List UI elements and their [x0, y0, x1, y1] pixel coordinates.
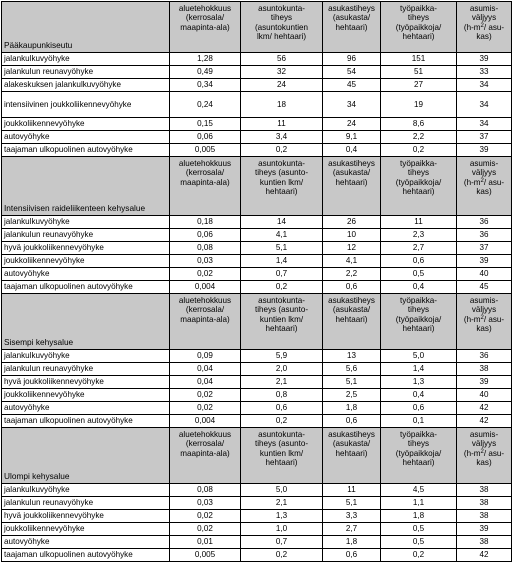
- value-cell: 1,3: [241, 510, 323, 523]
- value-cell: 36: [457, 216, 512, 229]
- value-cell: 5,0: [381, 350, 457, 363]
- value-cell: 1,4: [381, 363, 457, 376]
- table-row: [2, 216, 512, 229]
- header-text-line: hehtaari): [335, 448, 368, 458]
- superscript-two: 2: [480, 448, 484, 455]
- value-cell: 0,01: [170, 536, 241, 549]
- header-text-line: aluetehokkuus: [178, 296, 232, 305]
- table-row: [2, 389, 512, 402]
- header-text-line: (asukasta/: [332, 13, 371, 23]
- table-row: [2, 53, 512, 66]
- value-cell: 0,4: [381, 281, 457, 294]
- value-cell: 0,2: [381, 549, 457, 562]
- header-text-line: (asukasta/: [332, 439, 371, 449]
- header-text-line: hehtaari): [402, 187, 435, 197]
- living-space-header: [457, 157, 512, 216]
- header-text-line: (h-m: [463, 22, 481, 32]
- value-cell: 0,8: [241, 389, 323, 402]
- zone-name: intensiivinen joukkoliikennevyöhyke: [2, 92, 170, 118]
- value-cell: 2,1: [241, 376, 323, 389]
- header-text-line: hehtaari): [335, 177, 368, 187]
- value-cell: 1,4: [241, 255, 323, 268]
- header-text-line: asumis-: [469, 296, 499, 305]
- header-text-line: kas): [476, 458, 492, 468]
- header-text-line: asuntokunta-: [258, 430, 305, 439]
- area-efficiency-header: [170, 294, 241, 350]
- area-efficiency-header: [170, 2, 241, 53]
- value-cell: 36: [457, 229, 512, 242]
- section-header-row: [2, 157, 512, 216]
- value-cell: 0,6: [323, 281, 381, 294]
- header-text-line: (h-m: [463, 314, 481, 324]
- value-cell: 13: [323, 350, 381, 363]
- superscript-two: 2: [480, 314, 484, 321]
- header-text-line: hehtaari): [402, 32, 435, 42]
- value-cell: 19: [381, 92, 457, 118]
- header-text-line: hehtaari): [265, 187, 298, 197]
- table-row: [2, 268, 512, 281]
- zone-name: joukkoliikennevyöhyke: [2, 523, 170, 536]
- value-cell: 0,08: [170, 242, 241, 255]
- value-cell: 0,5: [381, 268, 457, 281]
- header-text-line: hehtaari): [335, 314, 368, 324]
- value-cell: 0,2: [241, 415, 323, 428]
- value-cell: 11: [381, 216, 457, 229]
- value-cell: 45: [457, 281, 512, 294]
- value-cell: 1,0: [241, 523, 323, 536]
- area-efficiency-header: [170, 157, 241, 216]
- value-cell: 0,24: [170, 92, 241, 118]
- header-text-line: (asukasta/: [332, 168, 371, 178]
- zone-name: jalankulun reunavyöhyke: [2, 66, 170, 79]
- header-text-line: (kerrosala/: [185, 13, 225, 23]
- header-text-line: (työpaikkoja/: [395, 177, 442, 187]
- zone-name: jalankulun reunavyöhyke: [2, 229, 170, 242]
- zone-name: joukkoliikennevyöhyke: [2, 118, 170, 131]
- value-cell: 34: [323, 92, 381, 118]
- header-text-line: kuntien lkm/: [259, 177, 304, 187]
- zone-name: hyvä joukkoliikennevyöhyke: [2, 376, 170, 389]
- value-cell: 0,1: [381, 415, 457, 428]
- header-text-line: kas): [476, 187, 492, 197]
- table-row: [2, 242, 512, 255]
- household-density-header: [241, 294, 323, 350]
- header-text-line: kuntien lkm/: [259, 448, 304, 458]
- header-text-line: kuntien lkm/: [259, 314, 304, 324]
- household-density-header: [241, 157, 323, 216]
- job-density-header: [381, 294, 457, 350]
- value-cell: 0,03: [170, 255, 241, 268]
- value-cell: 4,1: [323, 255, 381, 268]
- header-text-line: tiheys: [407, 13, 430, 23]
- value-cell: 1,3: [381, 376, 457, 389]
- value-cell: 24: [241, 79, 323, 92]
- zone-name: jalankulkuvyöhyke: [2, 216, 170, 229]
- table-row: [2, 229, 512, 242]
- value-cell: 2,5: [323, 389, 381, 402]
- value-cell: 0,7: [241, 536, 323, 549]
- value-cell: 0,2: [381, 144, 457, 157]
- zone-name: autovyöhyke: [2, 131, 170, 144]
- header-text-line: maapinta-ala): [180, 448, 230, 458]
- header-text-line: / asu-: [483, 314, 505, 324]
- value-cell: 3,3: [323, 510, 381, 523]
- value-cell: 39: [457, 523, 512, 536]
- value-cell: 0,6: [323, 415, 381, 428]
- zone-name: hyvä joukkoliikennevyöhyke: [2, 242, 170, 255]
- header-text-line: asukastiheys: [328, 159, 375, 168]
- resident-density-header: [323, 294, 381, 350]
- header-text-line: väljyys: [471, 439, 497, 449]
- table-row: [2, 536, 512, 549]
- living-space-header: [457, 428, 512, 484]
- table-row: [2, 523, 512, 536]
- value-cell: 0,06: [170, 229, 241, 242]
- value-cell: 39: [457, 53, 512, 66]
- header-text-line: tiheys (asunto-: [254, 168, 309, 178]
- header-text-line: hehtaari): [335, 22, 368, 32]
- value-cell: 0,7: [241, 268, 323, 281]
- header-text-line: tiheys: [407, 168, 430, 178]
- living-space-header: [457, 2, 512, 53]
- header-text-line: asukastiheys: [328, 430, 375, 439]
- region-name: Sisempi kehysalue: [2, 294, 170, 350]
- header-text-line: väljyys: [471, 13, 497, 23]
- value-cell: 34: [457, 92, 512, 118]
- value-cell: 0,09: [170, 350, 241, 363]
- zone-name: alakeskuksen jalankulkuvyöhyke: [2, 79, 170, 92]
- zone-name: jalankulkuvyöhyke: [2, 350, 170, 363]
- value-cell: 2,7: [323, 523, 381, 536]
- value-cell: 0,03: [170, 497, 241, 510]
- job-density-header: [381, 428, 457, 484]
- value-cell: 24: [323, 118, 381, 131]
- header-text-line: tiheys: [407, 439, 430, 449]
- header-text-line: työpaikka-: [400, 159, 437, 168]
- superscript-two: 2: [480, 177, 484, 184]
- table-row: [2, 363, 512, 376]
- value-cell: 32: [241, 66, 323, 79]
- header-text-line: maapinta-ala): [180, 177, 230, 187]
- table-row: [2, 376, 512, 389]
- value-cell: 0,18: [170, 216, 241, 229]
- value-cell: 0,004: [170, 281, 241, 294]
- header-text-line: asuntokunta-: [258, 4, 305, 13]
- table-row: [2, 281, 512, 294]
- zone-name: hyvä joukkoliikennevyöhyke: [2, 510, 170, 523]
- value-cell: 2,7: [381, 242, 457, 255]
- value-cell: 34: [457, 79, 512, 92]
- header-text-line: / asu-: [483, 448, 505, 458]
- value-cell: 10: [323, 229, 381, 242]
- value-cell: 0,06: [170, 131, 241, 144]
- region-name: Pääkaupunkiseutu: [2, 2, 170, 53]
- zone-name: jalankulun reunavyöhyke: [2, 497, 170, 510]
- value-cell: 0,04: [170, 376, 241, 389]
- table-row: [2, 497, 512, 510]
- value-cell: 0,02: [170, 510, 241, 523]
- value-cell: 0,5: [381, 536, 457, 549]
- header-text-line: asukastiheys: [328, 296, 375, 305]
- value-cell: 38: [457, 536, 512, 549]
- header-text-line: hehtaari): [402, 458, 435, 468]
- table-row: [2, 118, 512, 131]
- value-cell: 38: [457, 510, 512, 523]
- zone-name: taajaman ulkopuolinen autovyöhyke: [2, 549, 170, 562]
- value-cell: 0,4: [381, 389, 457, 402]
- header-text-line: (kerrosala/: [185, 168, 225, 178]
- value-cell: 14: [241, 216, 323, 229]
- section-header-row: [2, 2, 512, 53]
- value-cell: 5,1: [241, 242, 323, 255]
- table-row: [2, 549, 512, 562]
- section-header-row: [2, 428, 512, 484]
- value-cell: 51: [381, 66, 457, 79]
- header-text-line: / asu-: [483, 22, 505, 32]
- value-cell: 0,02: [170, 402, 241, 415]
- value-cell: 2,2: [323, 268, 381, 281]
- value-cell: 12: [323, 242, 381, 255]
- value-cell: 2,1: [241, 497, 323, 510]
- value-cell: 5,9: [241, 350, 323, 363]
- value-cell: 37: [457, 131, 512, 144]
- value-cell: 0,6: [323, 549, 381, 562]
- zone-name: jalankulkuvyöhyke: [2, 53, 170, 66]
- value-cell: 39: [457, 376, 512, 389]
- header-text-line: aluetehokkuus: [178, 430, 232, 439]
- living-space-header: [457, 294, 512, 350]
- superscript-two: 2: [480, 22, 484, 29]
- header-text-line: hehtaari): [265, 458, 298, 468]
- value-cell: 0,6: [381, 255, 457, 268]
- header-text-line: asumis-: [469, 159, 499, 168]
- value-cell: 40: [457, 389, 512, 402]
- zone-name: taajaman ulkopuolinen autovyöhyke: [2, 144, 170, 157]
- value-cell: 4,1: [241, 229, 323, 242]
- value-cell: 0,2: [241, 281, 323, 294]
- header-text-line: (kerrosala/: [185, 439, 225, 449]
- header-text-line: asumis-: [469, 430, 499, 439]
- header-text-line: / asu-: [483, 177, 505, 187]
- header-text-line: tiheys: [270, 13, 293, 23]
- job-density-header: [381, 157, 457, 216]
- value-cell: 42: [457, 549, 512, 562]
- value-cell: 45: [323, 79, 381, 92]
- header-text-line: maapinta-ala): [180, 22, 230, 32]
- value-cell: 26: [323, 216, 381, 229]
- region-name: Intensiivisen raideliikenteen kehysalue: [2, 157, 170, 216]
- value-cell: 4,5: [381, 484, 457, 497]
- value-cell: 1,8: [323, 536, 381, 549]
- table-row: [2, 92, 512, 118]
- header-text-line: asuntokunta-: [258, 296, 305, 305]
- value-cell: 37: [457, 242, 512, 255]
- value-cell: 33: [457, 66, 512, 79]
- resident-density-header: [323, 2, 381, 53]
- header-text-line: työpaikka-: [400, 430, 437, 439]
- value-cell: 54: [323, 66, 381, 79]
- area-efficiency-header: [170, 428, 241, 484]
- header-text-line: työpaikka-: [400, 4, 437, 13]
- value-cell: 56: [241, 53, 323, 66]
- value-cell: 2,2: [381, 131, 457, 144]
- value-cell: 42: [457, 415, 512, 428]
- zone-name: joukkoliikennevyöhyke: [2, 255, 170, 268]
- value-cell: 36: [457, 350, 512, 363]
- zone-name: jalankulkuvyöhyke: [2, 484, 170, 497]
- table-row: [2, 66, 512, 79]
- zone-name: jalankulun reunavyöhyke: [2, 363, 170, 376]
- table-row: [2, 144, 512, 157]
- table-row: [2, 510, 512, 523]
- value-cell: 151: [381, 53, 457, 66]
- zone-name: taajaman ulkopuolinen autovyöhyke: [2, 281, 170, 294]
- header-text-line: tiheys (asunto-: [254, 439, 309, 449]
- value-cell: 1,8: [381, 510, 457, 523]
- value-cell: 0,2: [241, 549, 323, 562]
- table-row: [2, 255, 512, 268]
- value-cell: 9,1: [323, 131, 381, 144]
- value-cell: 0,5: [381, 523, 457, 536]
- zone-name: autovyöhyke: [2, 402, 170, 415]
- header-text-line: asuntokunta-: [258, 159, 305, 168]
- value-cell: 0,005: [170, 144, 241, 157]
- table-row: [2, 131, 512, 144]
- value-cell: 5,0: [241, 484, 323, 497]
- value-cell: 0,6: [381, 402, 457, 415]
- header-text-line: (h-m: [463, 177, 481, 187]
- household-density-header: [241, 2, 323, 53]
- header-text-line: työpaikka-: [400, 296, 437, 305]
- resident-density-header: [323, 428, 381, 484]
- header-text-line: (asukasta/: [332, 305, 371, 315]
- header-text-line: (h-m: [463, 448, 481, 458]
- value-cell: 0,04: [170, 363, 241, 376]
- value-cell: 8,6: [381, 118, 457, 131]
- value-cell: 5,1: [323, 497, 381, 510]
- zone-name: autovyöhyke: [2, 268, 170, 281]
- header-text-line: (työpaikkoja/: [395, 22, 442, 32]
- zone-statistics-table: [1, 1, 512, 562]
- value-cell: 0,02: [170, 523, 241, 536]
- header-text-line: (kerrosala/: [185, 305, 225, 315]
- header-text-line: kas): [476, 324, 492, 334]
- table-row: [2, 484, 512, 497]
- value-cell: 34: [457, 118, 512, 131]
- zone-name: joukkoliikennevyöhyke: [2, 389, 170, 402]
- header-text-line: lkm/ hehtaari): [256, 32, 307, 42]
- value-cell: 1,8: [323, 402, 381, 415]
- zone-name: taajaman ulkopuolinen autovyöhyke: [2, 415, 170, 428]
- header-text-line: aluetehokkuus: [178, 159, 232, 168]
- header-text-line: väljyys: [471, 168, 497, 178]
- value-cell: 40: [457, 268, 512, 281]
- header-text-line: maapinta-ala): [180, 314, 230, 324]
- table-row: [2, 79, 512, 92]
- value-cell: 96: [323, 53, 381, 66]
- value-cell: 5,6: [323, 363, 381, 376]
- value-cell: 38: [457, 363, 512, 376]
- value-cell: 0,005: [170, 549, 241, 562]
- value-cell: 27: [381, 79, 457, 92]
- header-text-line: aluetehokkuus: [178, 4, 232, 13]
- header-text-line: hehtaari): [402, 324, 435, 334]
- value-cell: 0,004: [170, 415, 241, 428]
- value-cell: 42: [457, 402, 512, 415]
- header-text-line: hehtaari): [265, 324, 298, 334]
- resident-density-header: [323, 157, 381, 216]
- value-cell: 11: [241, 118, 323, 131]
- value-cell: 39: [457, 255, 512, 268]
- value-cell: 0,6: [241, 402, 323, 415]
- value-cell: 38: [457, 484, 512, 497]
- table-row: [2, 350, 512, 363]
- value-cell: 5,1: [323, 376, 381, 389]
- value-cell: 18: [241, 92, 323, 118]
- header-text-line: asumis-: [469, 4, 499, 13]
- zone-name: autovyöhyke: [2, 536, 170, 549]
- value-cell: 0,34: [170, 79, 241, 92]
- header-text-line: (asuntokuntien: [254, 22, 309, 32]
- header-text-line: asukastiheys: [328, 4, 375, 13]
- header-text-line: (työpaikkoja/: [395, 448, 442, 458]
- header-text-line: tiheys (asunto-: [254, 305, 309, 315]
- table-row: [2, 415, 512, 428]
- job-density-header: [381, 2, 457, 53]
- value-cell: 1,28: [170, 53, 241, 66]
- header-text-line: väljyys: [471, 305, 497, 315]
- value-cell: 0,02: [170, 268, 241, 281]
- value-cell: 3,4: [241, 131, 323, 144]
- value-cell: 11: [323, 484, 381, 497]
- value-cell: 0,08: [170, 484, 241, 497]
- table-row: [2, 402, 512, 415]
- value-cell: 0,15: [170, 118, 241, 131]
- header-text-line: tiheys: [407, 305, 430, 315]
- header-text-line: (työpaikkoja/: [395, 314, 442, 324]
- value-cell: 2,0: [241, 363, 323, 376]
- header-text-line: kas): [476, 32, 492, 42]
- value-cell: 1,1: [381, 497, 457, 510]
- region-name: Ulompi kehysalue: [2, 428, 170, 484]
- value-cell: 38: [457, 497, 512, 510]
- household-density-header: [241, 428, 323, 484]
- value-cell: 0,02: [170, 389, 241, 402]
- value-cell: 0,49: [170, 66, 241, 79]
- value-cell: 0,2: [241, 144, 323, 157]
- section-header-row: [2, 294, 512, 350]
- value-cell: 39: [457, 144, 512, 157]
- value-cell: 0,4: [323, 144, 381, 157]
- value-cell: 2,3: [381, 229, 457, 242]
